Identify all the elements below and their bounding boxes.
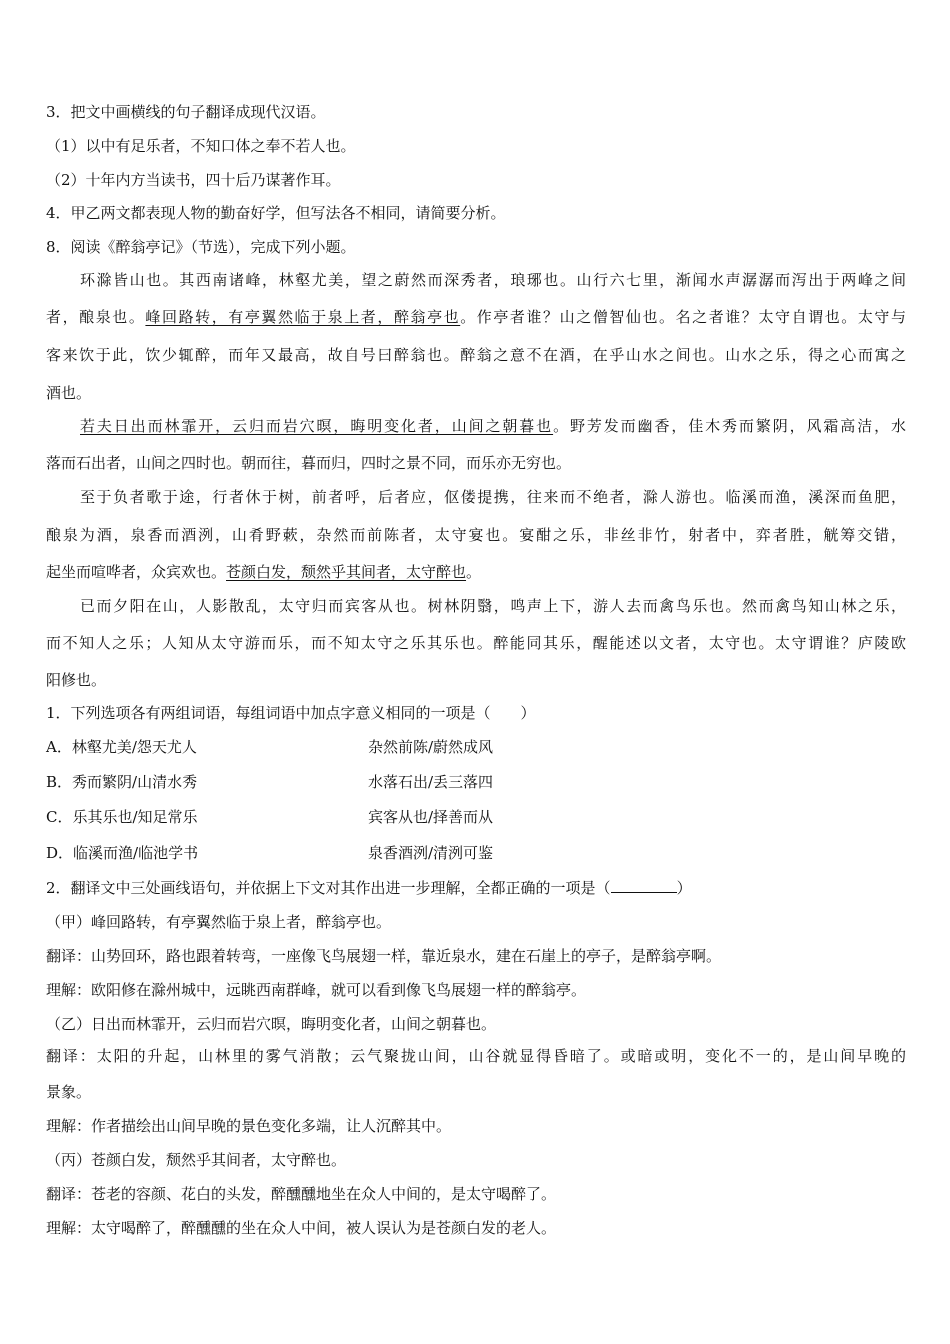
passage-text: 起坐而喧哗者，众宾欢也。 <box>46 563 227 581</box>
q3-stem: 3．把文中画横线的句子翻译成现代汉语。 <box>46 103 326 121</box>
underlined-sentence-bing: 苍颜白发，颓然乎其间者，太守醉也 <box>226 563 467 581</box>
q1-option-c-left: C．乐其乐也/知足常乐 <box>46 808 198 826</box>
q2-yi-translation: 翻译：太阳的升起，山林里的雾气消散；云气聚拢山间，山谷就显得昏暗了。或暗或明，变化不一的，是山间早晚的 <box>46 1047 906 1065</box>
q1-option-a-left: A．林壑尤美/怨天尤人 <box>46 738 197 756</box>
q2-jia-translation: 翻译：山势回环，路也跟着转弯，一座像飞鸟展翅一样，靠近泉水，建在石崖上的亭子，是醉翁亭啊。 <box>46 947 722 965</box>
passage-line: 落而石出者，山间之四时也。朝而往，暮而归，四时之景不同，而乐亦无穷也。 <box>46 454 572 472</box>
q8-stem: 8．阅读《醉翁亭记》（节选），完成下列小题。 <box>46 238 356 256</box>
q2-jia-head: （甲）峰回路转，有亭翼然临于泉上者，醉翁亭也。 <box>46 913 392 931</box>
q1-option-d-right: 泉香酒洌/清洌可鉴 <box>368 844 494 862</box>
passage-line: 酿泉为酒，泉香而酒洌，山肴野蔌，杂然而前陈者，太守宴也。宴酣之乐，非丝非竹，射者中，弈者胜，觥筹交错， <box>46 526 906 544</box>
passage-line: 阳修也。 <box>46 671 107 689</box>
q1-option-a-right: 杂然前陈/蔚然成风 <box>368 738 494 756</box>
q1-option-c-right: 宾客从也/择善而从 <box>368 808 494 826</box>
q2-stem-text: 2．翻译文中三处画线语句，并依据上下文对其作出进一步理解，全都正确的一项是（ <box>46 879 611 897</box>
passage-line: 环滁皆山也。其西南诸峰，林壑尤美，望之蔚然而深秀者，琅琊也。山行六七里，渐闻水声潺潺而泻出于两峰之间 <box>80 271 906 289</box>
passage-text: 。野芳发而幽香，佳木秀而繁阴，风霜高洁，水 <box>553 417 906 435</box>
q1-option-b-left: B．秀而繁阴/山清水秀 <box>46 773 198 791</box>
passage-line <box>46 562 906 582</box>
q3-sentence-2: （2）十年内方当读书，四十后乃谋著作耳。 <box>46 171 341 189</box>
q2-jia-understanding: 理解：欧阳修在滁州城中，远眺西南群峰，就可以看到像飞鸟展翅一样的醉翁亭。 <box>46 981 587 999</box>
q1-option-b-right: 水落石出/丢三落四 <box>368 773 494 791</box>
passage-line: 而不知人之乐；人知从太守游而乐，而不知太守之乐其乐也。醉能同其乐，醒能述以文者，太守也。太守谓谁？庐陵欧 <box>46 634 906 652</box>
passage-line: 至于负者歌于途，行者休于树，前者呼，后者应，伛偻提携，往来而不绝者，滁人游也。临溪而渔，溪深而鱼肥， <box>80 488 906 506</box>
passage-text: 。作亭者谁？山之僧智仙也。名之者谁？太守自谓也。太守与 <box>460 308 906 326</box>
q2-stem-close: ） <box>676 879 692 897</box>
passage-line: 已而夕阳在山，人影散乱，太守归而宾客从也。树林阴翳，鸣声上下，游人去而禽鸟乐也。然而禽鸟知山林之乐， <box>80 597 906 615</box>
passage-line <box>46 307 906 327</box>
q2-yi-head: （乙）日出而林霏开，云归而岩穴暝，晦明变化者，山间之朝暮也。 <box>46 1015 497 1033</box>
passage-line: 酒也。 <box>46 384 92 402</box>
q2-bing-understanding: 理解：太守喝醉了，醉醺醺的坐在众人中间，被人误认为是苍颜白发的老人。 <box>46 1219 557 1237</box>
q2-yi-translation-cont: 景象。 <box>46 1083 92 1101</box>
q2-bing-head: （丙）苍颜白发，颓然乎其间者，太守醉也。 <box>46 1151 347 1169</box>
q1-option-d-left: D．临溪而渔/临池学书 <box>46 844 199 862</box>
q2-yi-understanding: 理解：作者描绘出山间早晚的景色变化多端，让人沉醉其中。 <box>46 1117 452 1135</box>
underlined-sentence-jia: 峰回路转，有亭翼然临于泉上者，醉翁亭也 <box>145 308 461 326</box>
passage-line: 客来饮于此，饮少辄醉，而年又最高，故自号曰醉翁也。醉翁之意不在酒，在乎山水之间也。山水之乐，得之心而寓之 <box>46 346 906 364</box>
passage-text: 者，酿泉也。 <box>46 308 146 326</box>
q4-stem: 4．甲乙两文都表现人物的勤奋好学，但写法各不相同，请简要分析。 <box>46 204 506 222</box>
answer-blank <box>611 878 677 893</box>
q2-bing-translation: 翻译：苍老的容颜、花白的头发，醉醺醺地坐在众人中间的，是太守喝醉了。 <box>46 1185 557 1203</box>
q1-stem: 1．下列选项各有两组词语，每组词语中加点字意义相同的一项是（ ） <box>46 704 536 722</box>
q2-stem <box>46 878 692 898</box>
q3-sentence-1: （1）以中有足乐者，不知口体之奉不若人也。 <box>46 137 356 155</box>
underlined-sentence-yi: 若夫日出而林霏开，云归而岩穴暝，晦明变化者，山间之朝暮也 <box>80 417 554 435</box>
passage-text: 。 <box>466 563 482 581</box>
passage-line <box>80 416 906 436</box>
